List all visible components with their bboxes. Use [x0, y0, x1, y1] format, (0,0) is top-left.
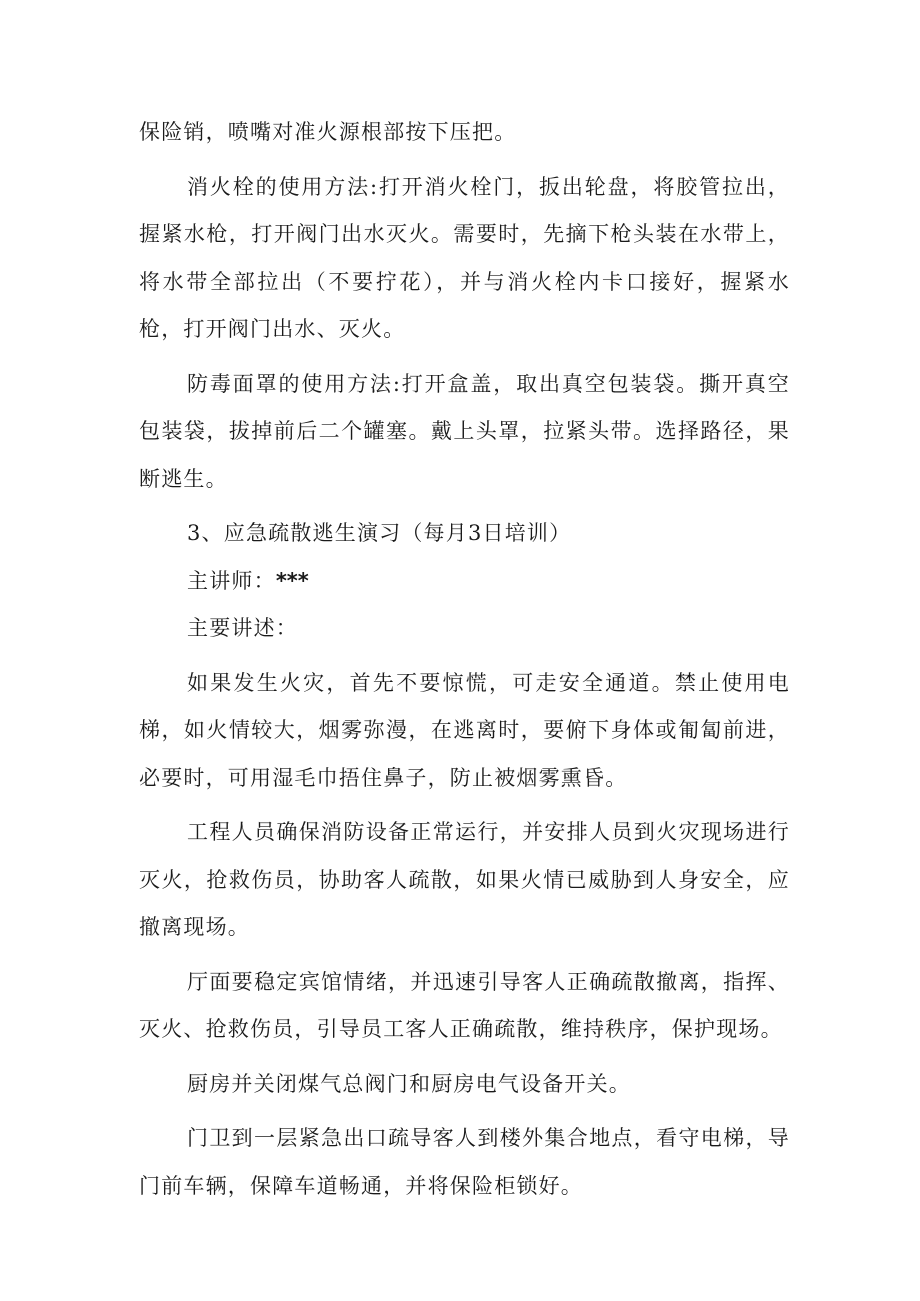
paragraph-hydrant-usage: 消火栓的使用方法:打开消火栓门，扳出轮盘，将胶管拉出，握紧水枪，打开阀门出水灭火。需要时，先摘下枪头装在水带上，将水带全部拉出（不要拧花），并与消火栓内卡口接好，握紧水枪，打开阀门出水、灭火。 — [139, 174, 790, 341]
section-heading-evacuation-drill: 3、应急疏散逃生演习（每月3日培训） — [187, 521, 572, 545]
lecturer-name: *** — [275, 568, 309, 593]
paragraph-fire-extinguisher-end: 保险销，喷嘴对准火源根部按下压把。 — [139, 120, 517, 144]
lecturer-label: 主讲师： — [187, 568, 276, 593]
document-body — [139, 109, 790, 1210]
main-topics-label: 主要讲述： — [187, 616, 298, 640]
lecturer-line — [139, 558, 790, 606]
paragraph-hall-staff: 厅面要稳定宾馆情绪，并迅速引导客人正确疏散撤离，指挥、灭火、抢救伤员，引导员工客人正确疏散，维持秩序，保护现场。 — [139, 969, 790, 1041]
paragraph-guard: 门卫到一层紧急出口疏导客人到楼外集合地点，看守电梯，导门前车辆，保障车道畅通，并将保险柜锁好。 — [139, 1126, 790, 1198]
paragraph-kitchen: 厨房并关闭煤气总阀门和厨房电气设备开关。 — [187, 1071, 631, 1096]
paragraph-gas-mask-usage: 防毒面罩的使用方法:打开盒盖，取出真空包装袋。撕开真空包装袋，拔掉前后二个罐塞。戴上头罩，拉紧头带。选择路径，果断逃生。 — [139, 371, 790, 491]
paragraph-engineering-staff: 工程人员确保消防设备正常运行，并安排人员到火灾现场进行灭火，抢救伤员，协助客人疏散，如果火情已威胁到人身安全，应撤离现场。 — [139, 820, 790, 939]
paragraph-fire-response: 如果发生火灾，首先不要惊慌，可走安全通道。禁止使用电梯，如火情较大，烟雾弥漫，在逃离时，要俯下身体或匍匐前进，必要时，可用湿毛巾捂住鼻子，防止被烟雾熏昏。 — [139, 670, 790, 790]
